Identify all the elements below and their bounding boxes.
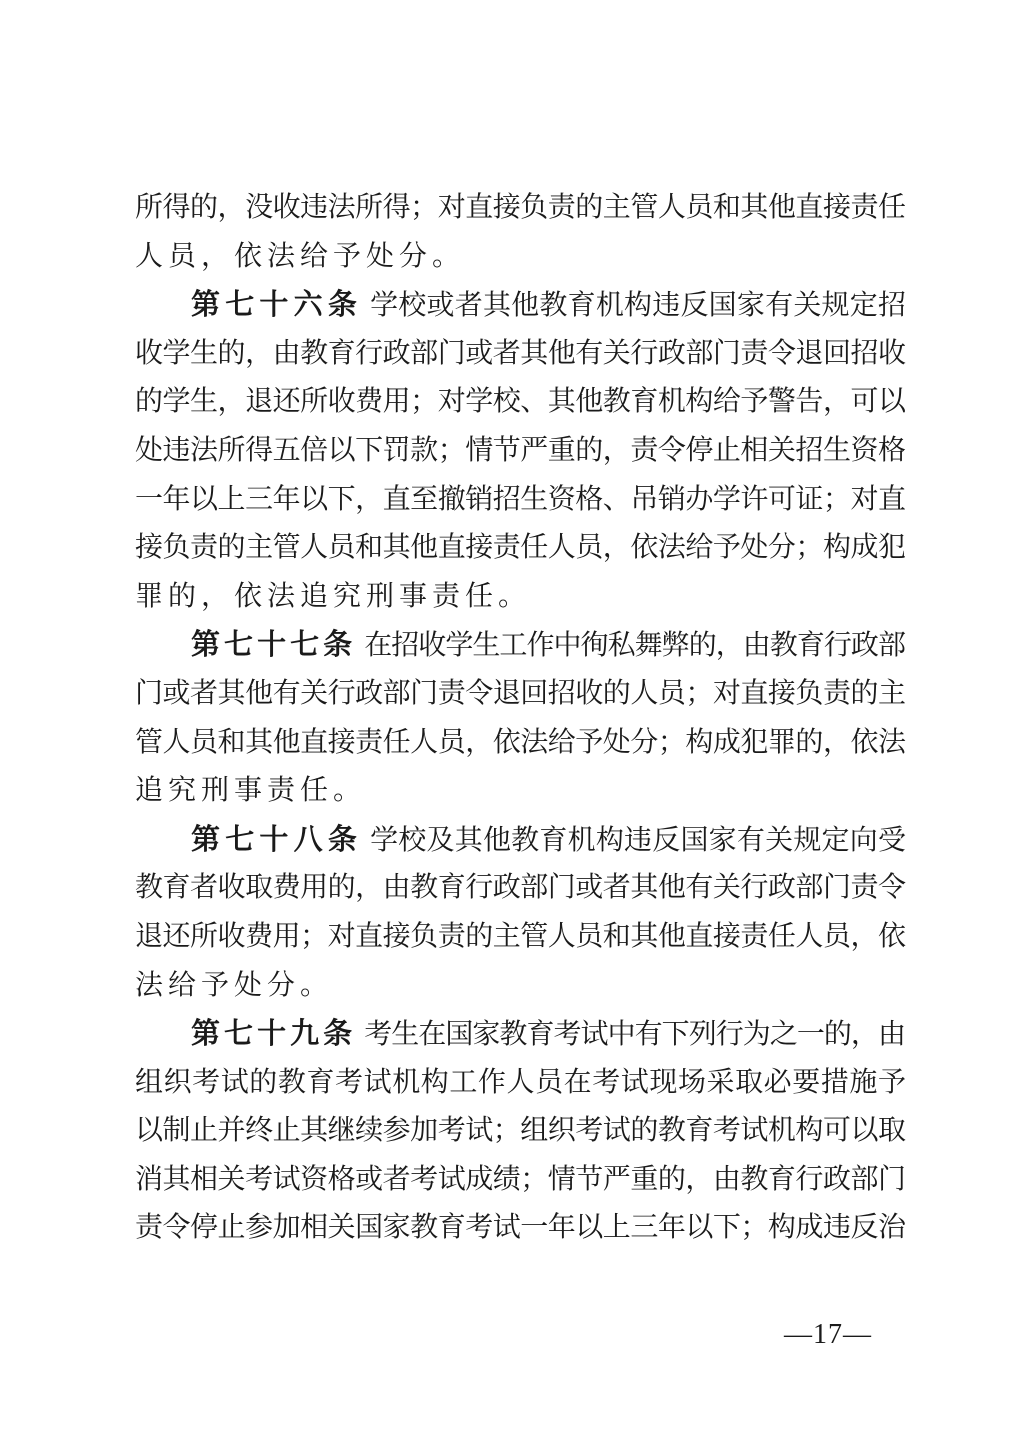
text-line xyxy=(135,864,905,913)
line-text: 法给予处分。 xyxy=(135,969,334,1001)
text-line xyxy=(135,962,905,1011)
text-line-article-77 xyxy=(135,621,905,670)
line-text: 学校及其他教育机构违反国家有关规定向受 xyxy=(370,824,905,856)
article-number: 第七十八条 xyxy=(191,823,363,856)
line-text: 追究刑事责任。 xyxy=(135,775,367,807)
text-line xyxy=(135,184,905,233)
line-text: 一年以上三年以下，直至撤销招生资格、吊销办学许可证；对直 xyxy=(135,483,905,515)
text-line-article-79 xyxy=(135,1010,905,1059)
line-text: 在招收学生工作中徇私舞弊的，由教育行政部 xyxy=(364,630,905,662)
line-text: 退还所收费用；对直接负责的主管人员和其他直接责任人员，依 xyxy=(135,920,905,952)
text-line xyxy=(135,476,905,525)
line-text: 责令停止参加相关国家教育考试一年以上三年以下；构成违反治 xyxy=(135,1212,905,1244)
text-line-article-78 xyxy=(135,816,905,865)
line-text: 消其相关考试资格或者考试成绩；情节严重的，由教育行政部门 xyxy=(135,1163,905,1195)
line-text: 学校或者其他教育机构违反国家有关规定招 xyxy=(370,290,905,322)
line-text: 考生在国家教育考试中有下列行为之一的，由 xyxy=(364,1019,905,1051)
line-text: 收学生的，由教育行政部门或者其他有关行政部门责令退回招收 xyxy=(135,337,905,369)
text-line xyxy=(135,1156,905,1205)
text-line xyxy=(135,524,905,573)
article-number: 第七十九条 xyxy=(191,1018,357,1051)
text-line xyxy=(135,1059,905,1108)
page-number: —17— xyxy=(784,1319,872,1350)
text-line xyxy=(135,378,905,427)
text-line xyxy=(135,1107,905,1156)
line-text: 罪的，依法追究刑事责任。 xyxy=(135,580,532,612)
text-line xyxy=(135,719,905,768)
line-text: 的学生，退还所收费用；对学校、其他教育机构给予警告，可以 xyxy=(135,386,905,418)
line-text: 人员，依法给予处分。 xyxy=(135,240,466,272)
text-line xyxy=(135,233,905,282)
text-line xyxy=(135,670,905,719)
line-text: 教育者收取费用的，由教育行政部门或者其他有关行政部门责令 xyxy=(135,872,905,904)
text-line xyxy=(135,330,905,379)
text-line xyxy=(135,1204,905,1253)
text-line xyxy=(135,427,905,476)
text-line xyxy=(135,573,905,622)
article-number: 第七十七条 xyxy=(191,629,357,662)
line-text: 以制止并终止其继续参加考试；组织考试的教育考试机构可以取 xyxy=(135,1115,905,1147)
line-text: 门或者其他有关行政部门责令退回招收的人员；对直接负责的主 xyxy=(135,677,905,709)
line-text: 管人员和其他直接责任人员，依法给予处分；构成犯罪的，依法 xyxy=(135,726,905,758)
text-line xyxy=(135,913,905,962)
article-number: 第七十六条 xyxy=(191,289,363,322)
line-text: 所得的，没收违法所得；对直接负责的主管人员和其他直接责任 xyxy=(135,192,905,223)
line-text: 处违法所得五倍以下罚款；情节严重的，责令停止相关招生资格 xyxy=(135,434,905,466)
line-text: 接负责的主管人员和其他直接责任人员，依法给予处分；构成犯 xyxy=(135,532,905,564)
document-text-block xyxy=(135,184,905,1253)
text-line-article-76 xyxy=(135,281,905,330)
line-text: 组织考试的教育考试机构工作人员在考试现场采取必要措施予 xyxy=(135,1066,905,1098)
text-line xyxy=(135,767,905,816)
